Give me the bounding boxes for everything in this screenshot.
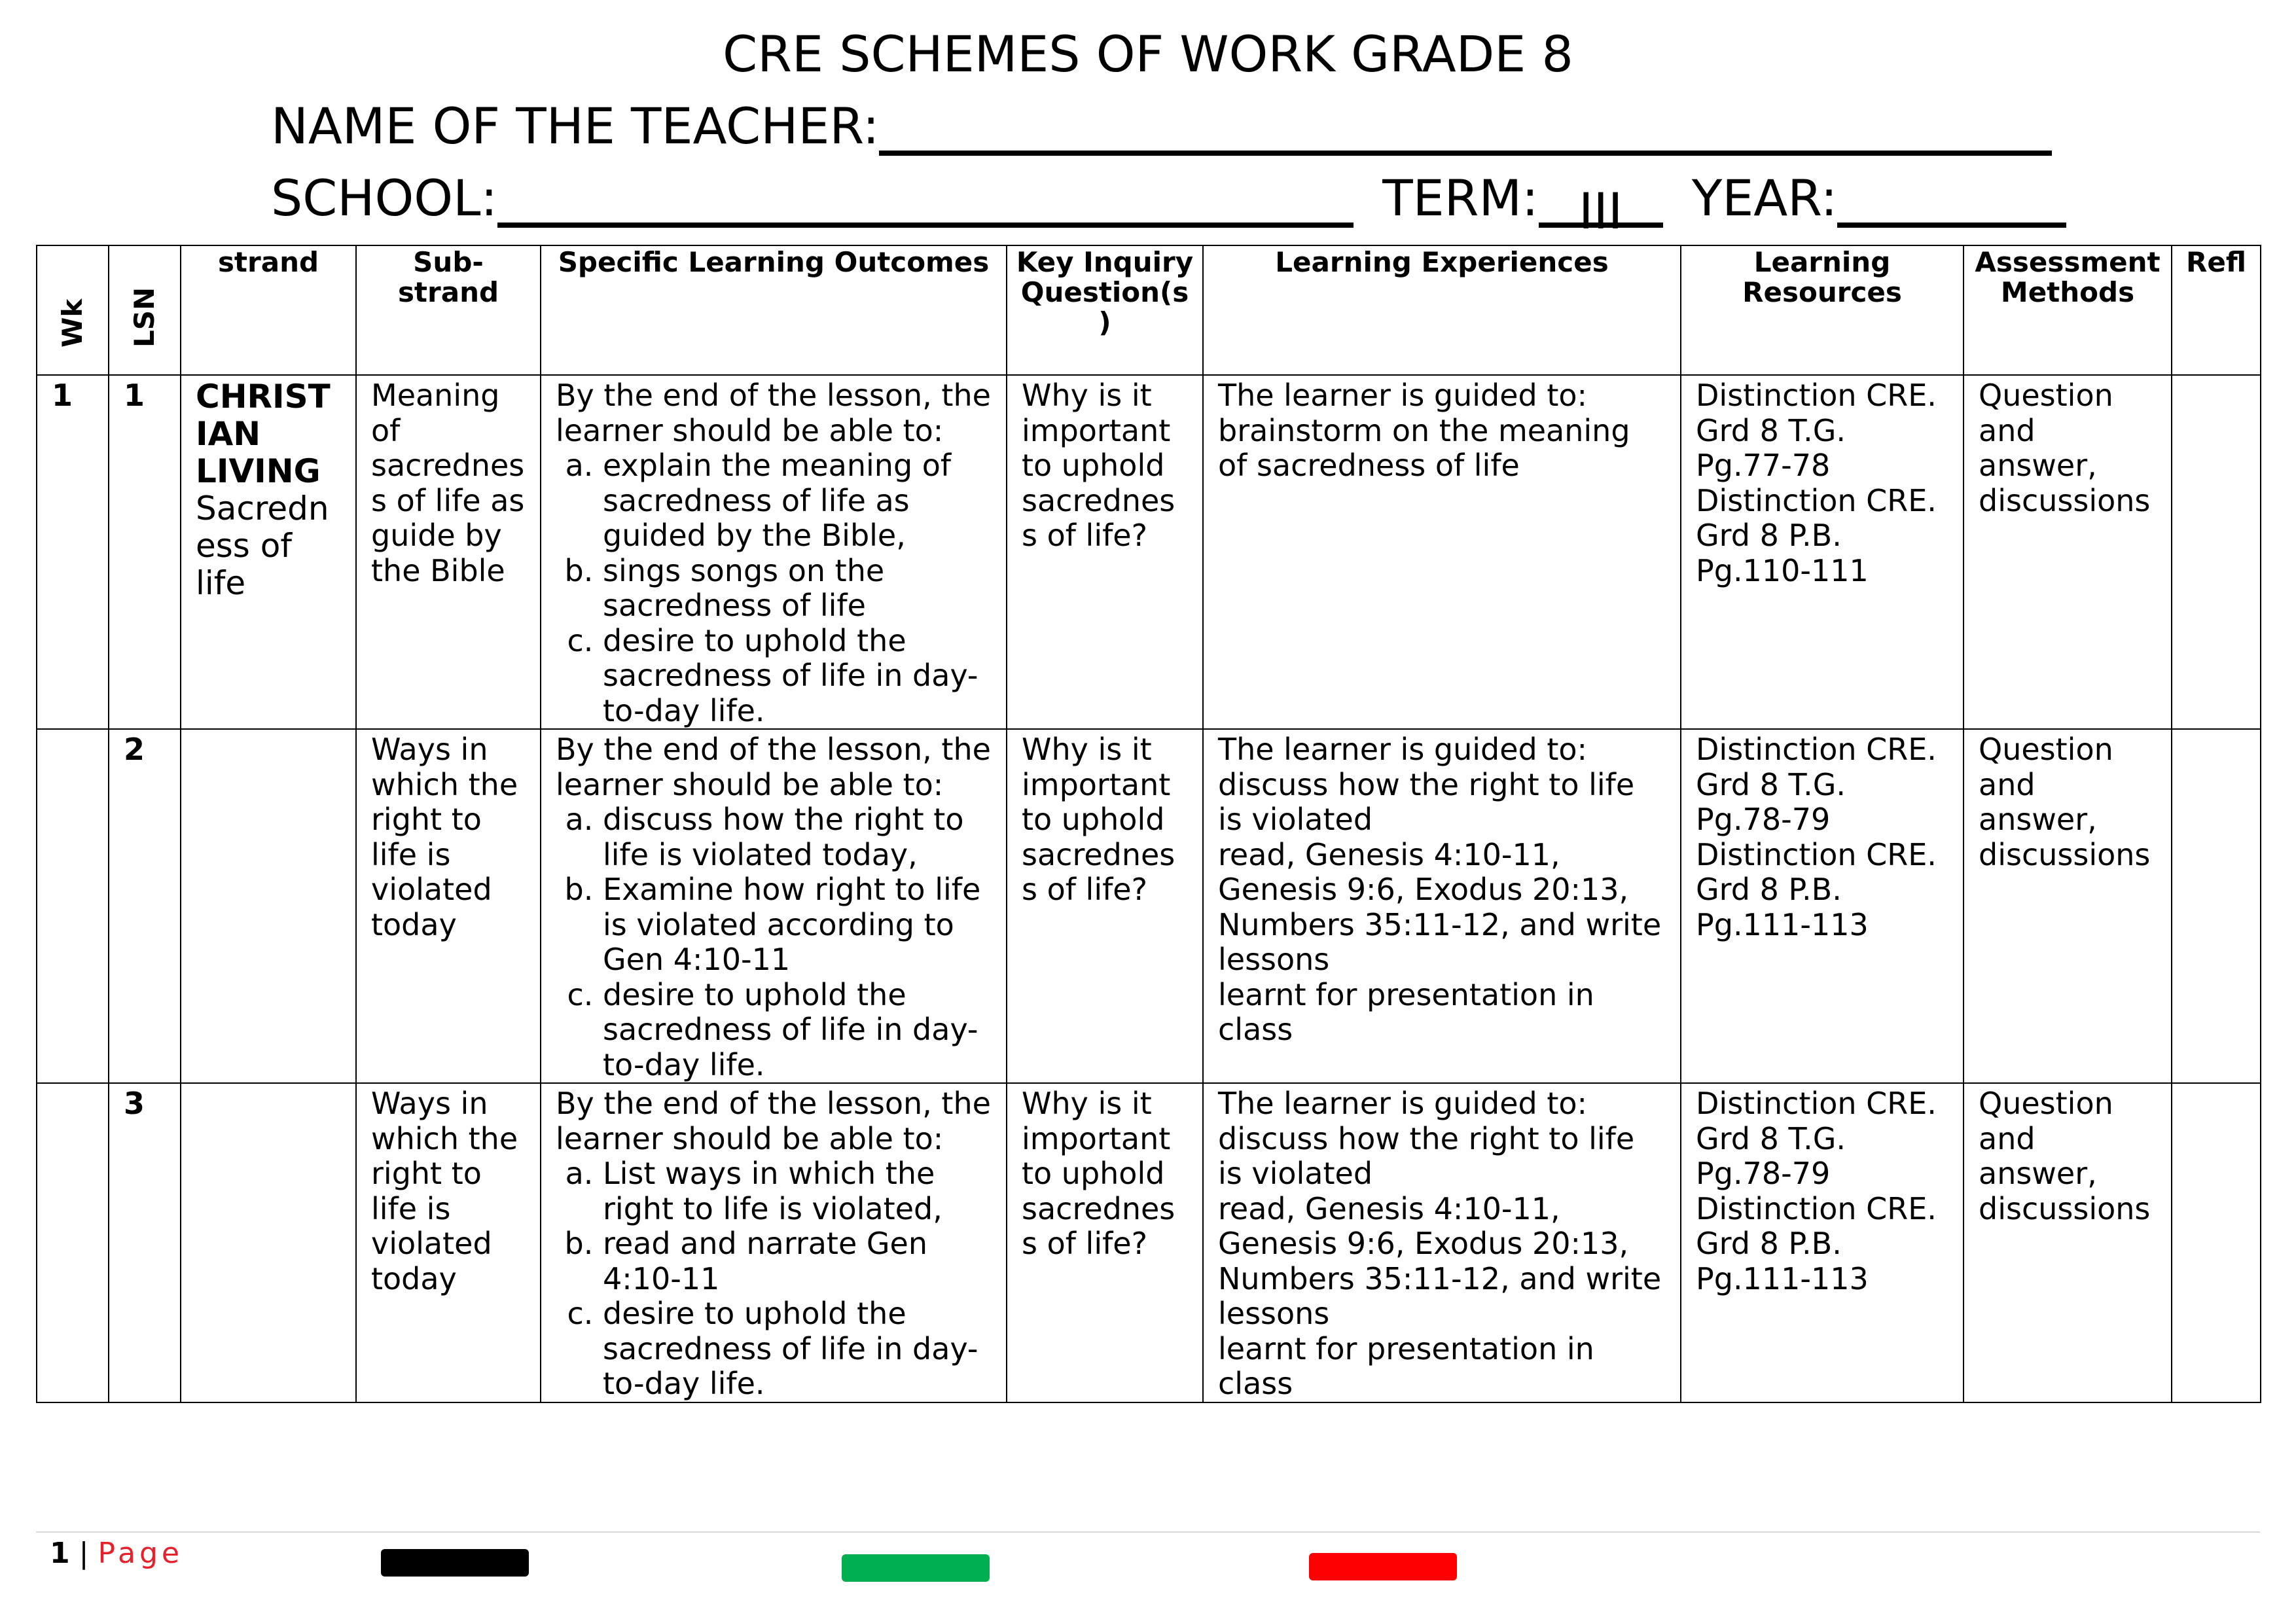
outcome-item: c. desire to uphold the sacredness of life in day-to-day life. <box>603 1296 993 1402</box>
reflection-cell[interactable] <box>2172 375 2261 729</box>
experiences-cell: The learner is guided to: brainstorm on the meaning of sacredness of life <box>1203 375 1681 729</box>
teacher-name-line <box>271 97 2052 156</box>
term-field[interactable]: III <box>1539 182 1663 228</box>
outcomes-list <box>556 802 993 1082</box>
reflection-cell[interactable] <box>2172 729 2261 1083</box>
week-cell <box>37 1083 109 1402</box>
table-row <box>37 1083 2261 1402</box>
outcomes-cell <box>541 729 1007 1083</box>
reflection-cell[interactable] <box>2172 1083 2261 1402</box>
table-row <box>37 729 2261 1083</box>
inquiry-cell: Why is it important to uphold sacredness of life? <box>1007 1083 1203 1402</box>
resources-cell: Distinction CRE. Grd 8 T.G. Pg.78-79 Distinction CRE. Grd 8 P.B. Pg.111-113 <box>1681 729 1964 1083</box>
outcomes-intro: By the end of the lesson, the learner should be able to: <box>556 378 991 448</box>
term-label: TERM: <box>1382 169 1539 227</box>
outcome-item: c. desire to uphold the sacredness of life in day-to-day life. <box>603 978 993 1083</box>
outcome-item: a. List ways in which the right to life is violated, <box>603 1156 993 1226</box>
table-row <box>37 375 2261 729</box>
outcomes-cell <box>541 375 1007 729</box>
year-label: YEAR: <box>1691 169 1838 227</box>
assessment-cell: Question and answer, discussions <box>1964 729 2172 1083</box>
experiences-cell: The learner is guided to: discuss how the right to life is violated read, Genesis 4:10-11, Genesis 9:6, Exodus 20:13, Numbers 35:11-12, and write lessons learnt for presentation in class <box>1203 1083 1681 1402</box>
outcomes-cell <box>541 1083 1007 1402</box>
substrand-cell: Meaning of sacredness of life as guide by the Bible <box>356 375 541 729</box>
resources-cell: Distinction CRE. Grd 8 T.G. Pg.77-78 Distinction CRE. Grd 8 P.B. Pg.110-111 <box>1681 375 1964 729</box>
inquiry-cell: Why is it important to uphold sacredness of life? <box>1007 729 1203 1083</box>
header-learning-outcomes: Specific Learning Outcomes <box>541 245 1007 375</box>
strand-title: CHRISTIAN LIVING <box>196 378 331 490</box>
header-week: Wk <box>37 245 109 375</box>
week-cell <box>37 729 109 1083</box>
page-number-value: 1 <box>50 1537 70 1570</box>
table-header-row <box>37 245 2261 375</box>
document-title: CRE SCHEMES OF WORK GRADE 8 <box>723 25 1573 83</box>
outcomes-list <box>556 448 993 728</box>
outcome-item: b. read and narrate Gen 4:10-11 <box>603 1226 993 1296</box>
experiences-cell: The learner is guided to: discuss how the right to life is violated read, Genesis 4:10-11, Genesis 9:6, Exodus 20:13, Numbers 35:11-12, and write lessons learnt for presentation in class <box>1203 729 1681 1083</box>
lesson-cell: 3 <box>109 1083 181 1402</box>
header-reflection: Refl <box>2172 245 2261 375</box>
strand-cell <box>181 1083 356 1402</box>
header-learning-experiences: Learning Experiences <box>1203 245 1681 375</box>
outcome-item: a. explain the meaning of sacredness of life as guided by the Bible, <box>603 448 993 554</box>
outcomes-list <box>556 1156 993 1402</box>
page-label: Page <box>98 1537 183 1570</box>
year-field[interactable] <box>1837 182 2066 228</box>
schemes-of-work-table <box>36 245 2261 1403</box>
substrand-cell: Ways in which the right to life is violated today <box>356 1083 541 1402</box>
footer-divider <box>36 1531 2260 1533</box>
header-assessment-methods: Assessment Methods <box>1964 245 2172 375</box>
green-color-bar <box>842 1554 990 1582</box>
teacher-label: NAME OF THE TEACHER: <box>271 97 880 155</box>
outcome-item: b. Examine how right to life is violated according to Gen 4:10-11 <box>603 872 993 978</box>
strand-subtitle: Sacredness of life <box>196 490 329 602</box>
header-strand: strand <box>181 245 356 375</box>
resources-cell: Distinction CRE. Grd 8 T.G. Pg.78-79 Distinction CRE. Grd 8 P.B. Pg.111-113 <box>1681 1083 1964 1402</box>
outcomes-intro: By the end of the lesson, the learner should be able to: <box>556 1086 991 1156</box>
school-label: SCHOOL: <box>271 169 498 227</box>
assessment-cell: Question and answer, discussions <box>1964 1083 2172 1402</box>
outcome-item: a. discuss how the right to life is violated today, <box>603 802 993 872</box>
strand-cell <box>181 375 356 729</box>
red-color-bar <box>1309 1553 1457 1580</box>
school-field[interactable] <box>497 182 1354 228</box>
header-substrand: Sub-strand <box>356 245 541 375</box>
inquiry-cell: Why is it important to uphold sacredness of life? <box>1007 375 1203 729</box>
black-color-bar <box>381 1549 529 1577</box>
lesson-cell: 1 <box>109 375 181 729</box>
teacher-name-field[interactable] <box>879 110 2052 156</box>
assessment-cell: Question and answer, discussions <box>1964 375 2172 729</box>
substrand-cell: Ways in which the right to life is violated today <box>356 729 541 1083</box>
outcome-item: b. sings songs on the sacredness of life <box>603 554 993 624</box>
outcomes-intro: By the end of the lesson, the learner should be able to: <box>556 732 991 802</box>
school-term-year-line <box>271 169 2066 240</box>
week-cell: 1 <box>37 375 109 729</box>
header-learning-resources: Learning Resources <box>1681 245 1964 375</box>
page-number <box>50 1535 183 1572</box>
page-separator: | <box>79 1537 89 1570</box>
header-inquiry-question: Key Inquiry Question(s) <box>1007 245 1203 375</box>
strand-cell <box>181 729 356 1083</box>
header-lesson: LSN <box>109 245 181 375</box>
outcome-item: c. desire to uphold the sacredness of life in day-to-day life. <box>603 624 993 729</box>
lesson-cell: 2 <box>109 729 181 1083</box>
